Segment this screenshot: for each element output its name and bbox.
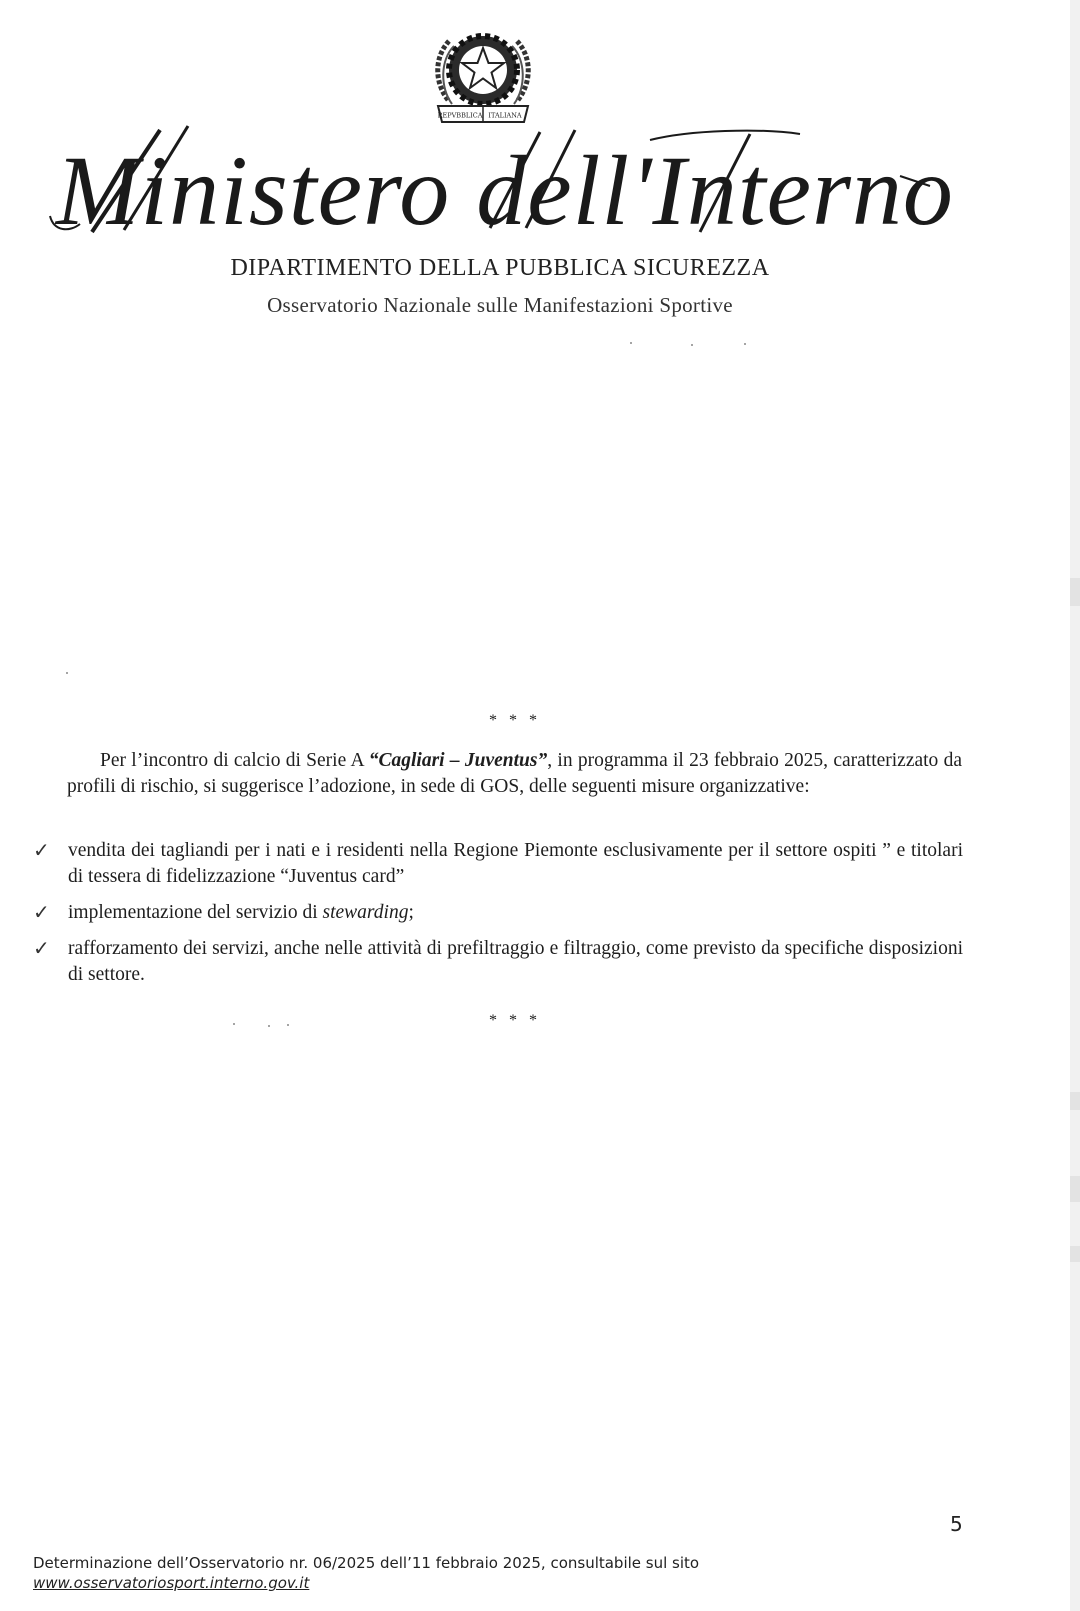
list-item (33, 900, 963, 926)
ministry-title-logo (40, 120, 970, 250)
edge-mark (1070, 1176, 1080, 1202)
match-name: “Cagliari – Juventus” (368, 750, 548, 771)
list-item-emphasis: stewarding (322, 902, 409, 923)
edge-mark (1070, 1246, 1080, 1262)
footer-website-link[interactable]: www.osservatoriosport.interno.gov.it (33, 1574, 310, 1592)
page-footer (33, 1553, 1033, 1593)
edge-mark (1070, 578, 1080, 606)
page-number: 5 (950, 1512, 963, 1536)
list-item-text: rafforzamento dei servizi, anche nelle attività di prefiltraggio e filtraggio, come previsto da specifiche disposizioni di settore. (68, 938, 963, 985)
svg-text:REPVBBLICA: REPVBBLICA (437, 111, 483, 120)
list-item-text-before: implementazione del servizio di (68, 902, 323, 923)
measures-list (33, 838, 963, 988)
svg-text:ITALIANA: ITALIANA (488, 111, 522, 120)
list-item (33, 838, 963, 890)
list-item (33, 936, 963, 988)
list-item-text: vendita dei tagliandi per i nati e i residenti nella Regione Piemonte esclusivamente per il settore ospiti ” e titolari di tessera di fidelizzazione “Juventus card” (68, 840, 963, 887)
edge-mark (1070, 1092, 1080, 1110)
office-name: Osservatorio Nazionale sulle Manifestazioni Sportive (267, 293, 733, 317)
intro-paragraph (67, 748, 962, 800)
intro-text-after: , in programma il 23 febbraio 2025, caratterizzato da profili di rischio, si suggerisce l’adozione, in sede di GOS, delle seguenti misure organizzative: (67, 750, 962, 797)
italian-republic-emblem-icon (428, 18, 538, 134)
section-separator-bottom: * * * (489, 1012, 541, 1029)
ministry-title-text: Ministero dell'Interno (56, 135, 954, 246)
intro-text-before: Per l’incontro di calcio di Serie A (100, 750, 369, 771)
check-icon: ✓ (33, 902, 50, 924)
list-item-text-after: ; (408, 902, 414, 923)
check-icon: ✓ (33, 840, 50, 862)
check-icon: ✓ (33, 938, 50, 960)
section-separator-top: * * * (489, 712, 541, 729)
department-name: DIPARTIMENTO DELLA PUBBLICA SICUREZZA (230, 255, 770, 281)
footer-note: Determinazione dell’Osservatorio nr. 06/2025 dell’11 febbraio 2025, consultabile sul sito (33, 1554, 700, 1572)
page-edge-shadow (1070, 0, 1080, 1611)
